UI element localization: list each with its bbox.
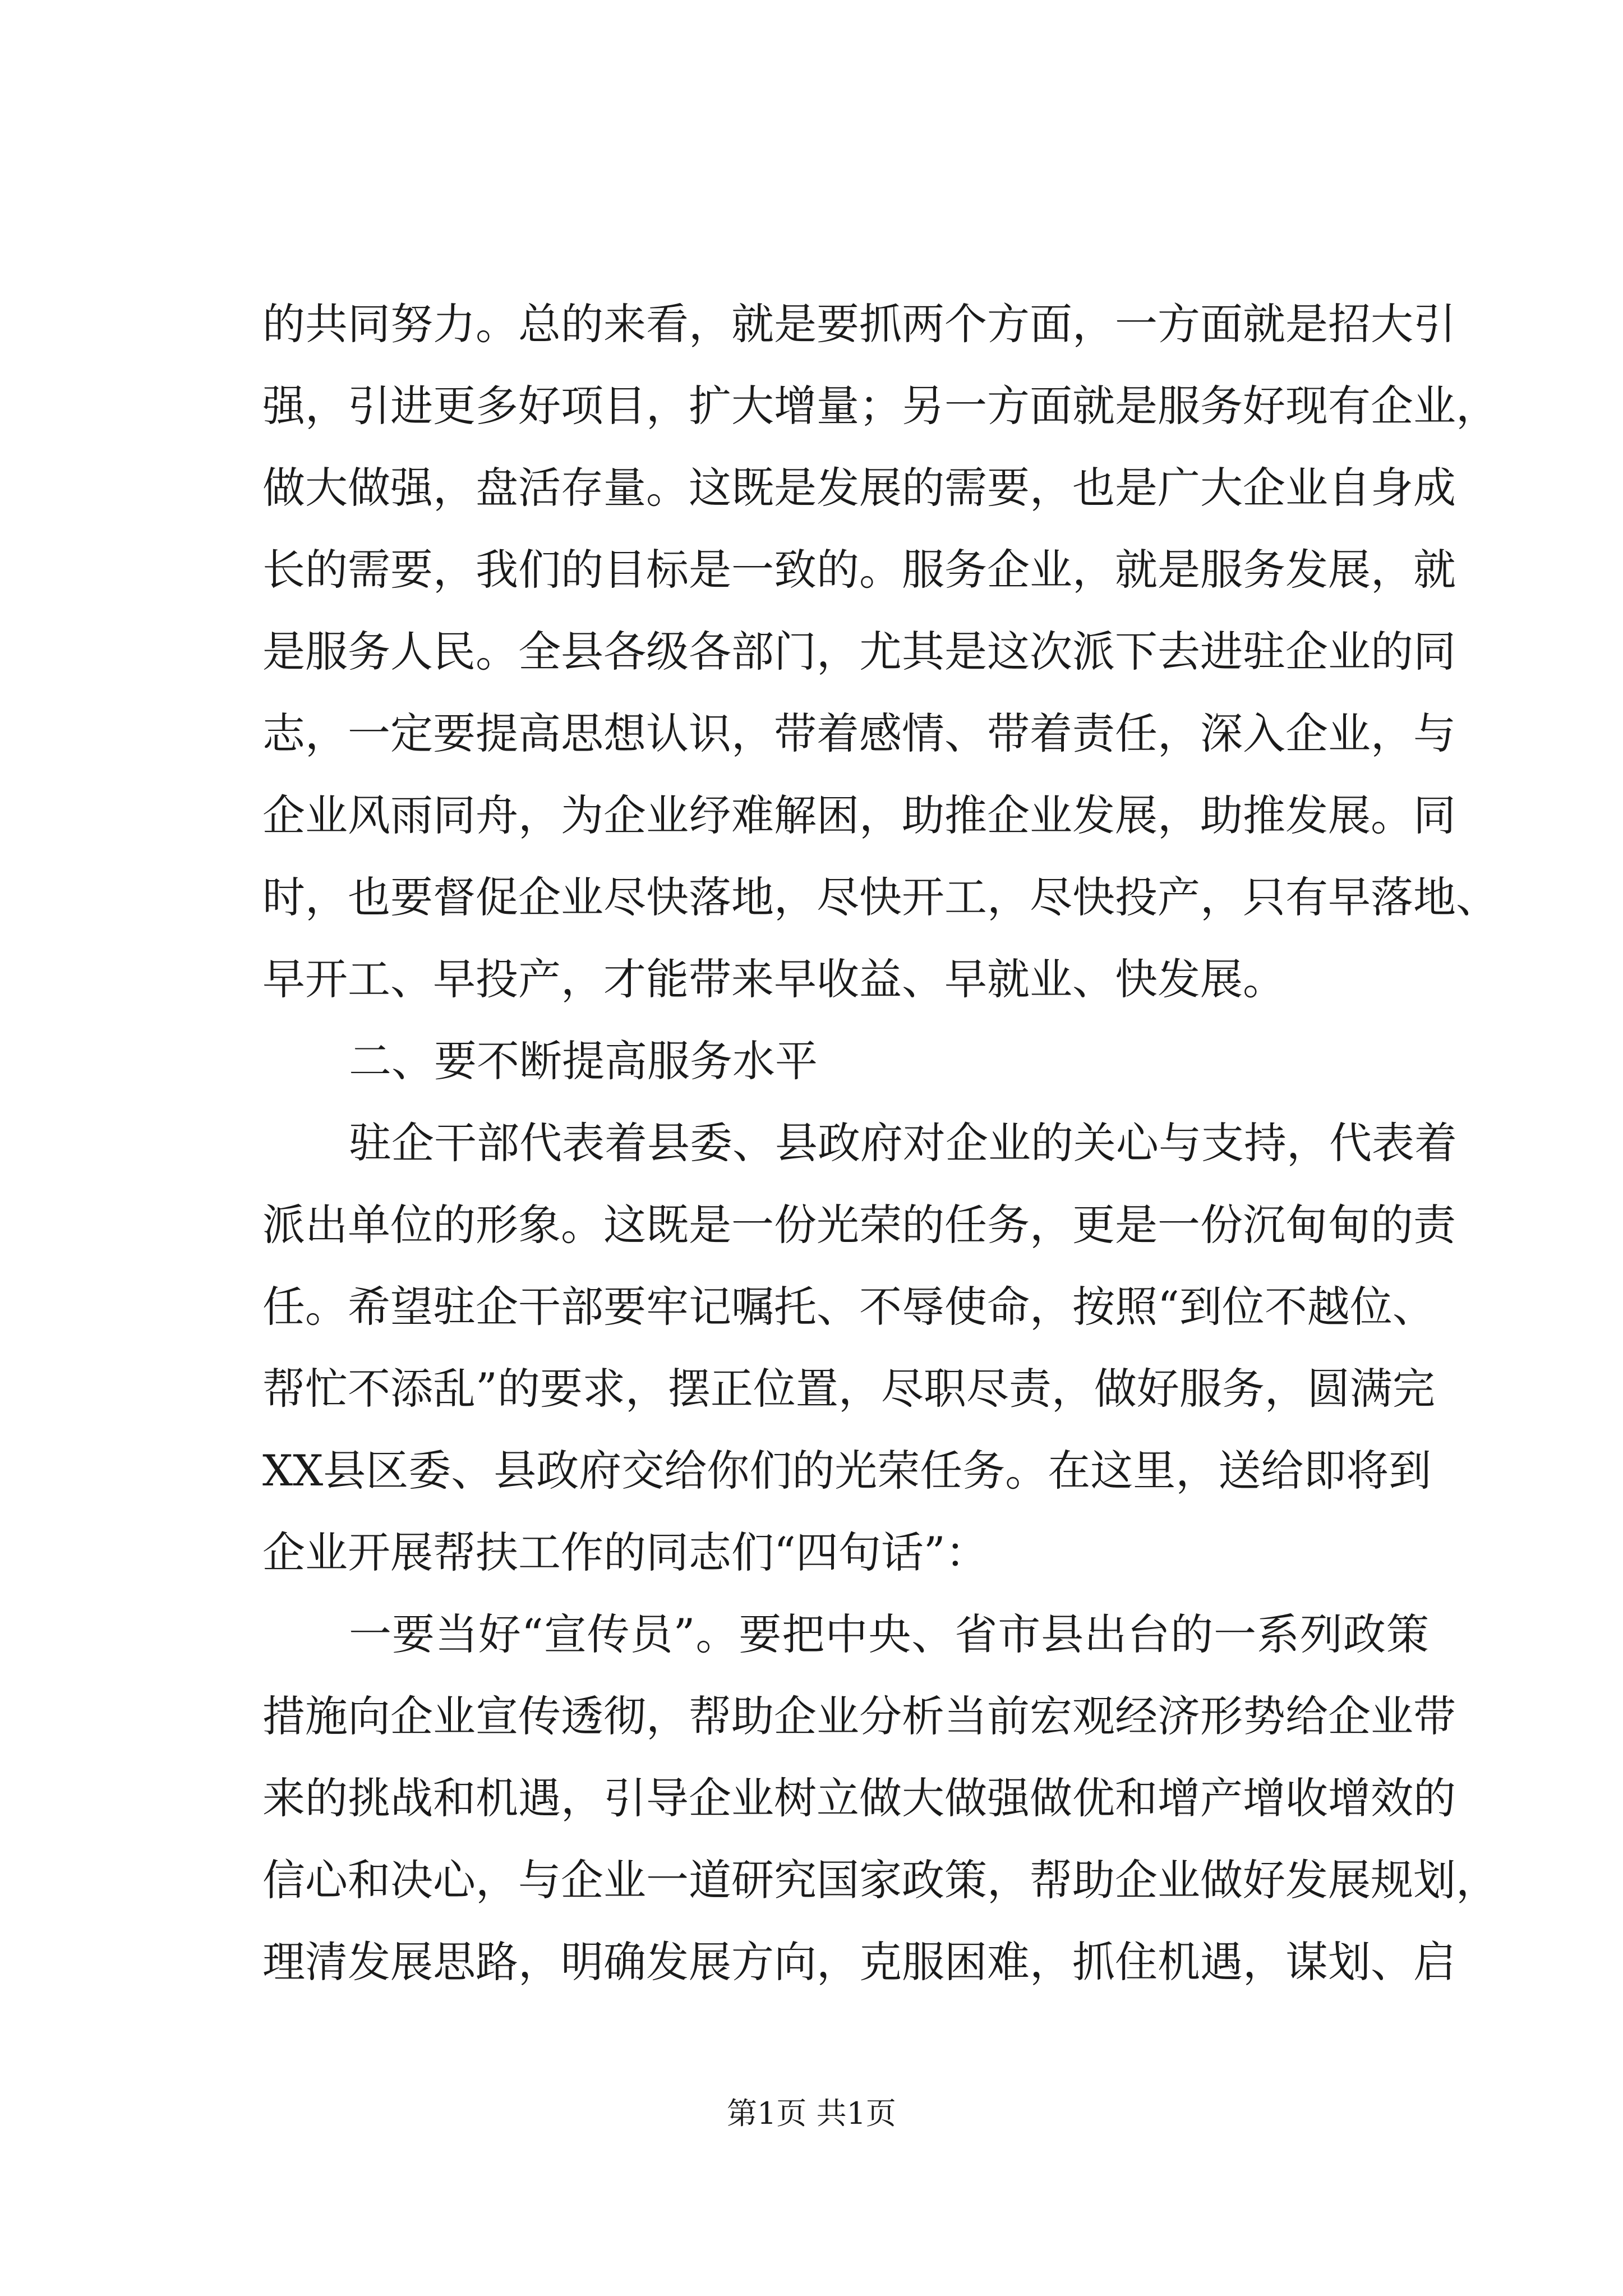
- text-line: 是服务人民。全县各级各部门，尤其是这次派下去进驻企业的同: [262, 627, 1456, 677]
- text-line: 做大做强，盘活存量。这既是发展的需要，也是广大企业自身成: [262, 463, 1456, 513]
- text-line: 强，引进更多好项目，扩大增量；另一方面就是服务好现有企业，: [262, 381, 1498, 431]
- text-line: 企业开展帮扶工作的同志们“四句话”：: [262, 1527, 988, 1577]
- page-footer: [0, 2090, 1623, 2133]
- text-line: 一要当好“宣传员”。要把中央、省市县出台的一系列政策: [349, 1609, 1429, 1659]
- text-line: XX县区委、县政府交给你们的光荣任务。在这里，送给即将到: [262, 1446, 1432, 1496]
- text-line: 信心和决心，与企业一道研究国家政策，帮助企业做好发展规划，: [262, 1855, 1498, 1905]
- text-line: 派出单位的形象。这既是一份光荣的任务，更是一份沉甸甸的责: [262, 1200, 1456, 1250]
- text-line: 长的需要，我们的目标是一致的。服务企业，就是服务发展，就: [262, 545, 1456, 595]
- text-line: 的共同努力。总的来看，就是要抓两个方面，一方面就是招大引: [262, 299, 1456, 349]
- text-line: 志，一定要提高思想认识，带着感情、带着责任，深入企业，与: [262, 708, 1456, 758]
- text-line: 理清发展思路，明确发展方向，克服困难，抓住机遇，谋划、启: [262, 1937, 1456, 1987]
- text-line: 驻企干部代表着县委、县政府对企业的关心与支持，代表着: [349, 1118, 1457, 1168]
- text-line: 任。希望驻企干部要牢记嘱托、不辱使命，按照“到位不越位、: [262, 1282, 1435, 1332]
- text-line: 帮忙不添乱”的要求，摆正位置，尽职尽责，做好服务，圆满完: [262, 1364, 1435, 1414]
- text-line: 时，也要督促企业尽快落地，尽快开工，尽快投产，只有早落地、: [262, 872, 1498, 922]
- text-line: 早开工、早投产，才能带来早收益、早就业、快发展。: [262, 954, 1285, 1004]
- text-line: 措施向企业宣传透彻，帮助企业分析当前宏观经济形势给企业带: [262, 1691, 1456, 1741]
- section-heading: 二、要不断提高服务水平: [349, 1036, 818, 1086]
- text-line: 企业风雨同舟，为企业纾难解困，助推企业发展，助推发展。同: [262, 790, 1456, 840]
- page-number: 第1页 共1页: [727, 2096, 896, 2131]
- document-body: [262, 283, 1498, 2003]
- text-line: 来的挑战和机遇，引导企业树立做大做强做优和增产增收增效的: [262, 1773, 1456, 1823]
